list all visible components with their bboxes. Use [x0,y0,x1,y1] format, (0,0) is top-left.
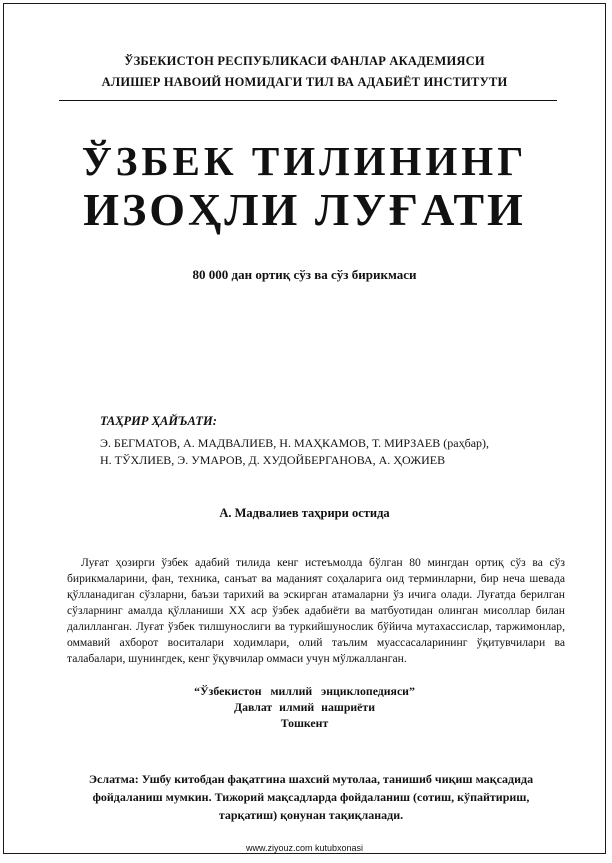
editor-line: А. Мадвалиев таҳрири остида [219,506,390,520]
header-divider [59,100,557,101]
institution-line-2: АЛИШЕР НАВОИЙ НОМИДАГИ ТИЛ ВА АДАБИЁТ ИНСТИТУТИ [101,75,508,89]
usage-note: Эслатма: Ушбу китобдан фақатгина шахсий мутолаа, танишиб чиқиш мақсадида фойдаланиш мумкин. Тижорий мақсадларда фойдаланиш (сотиш, кўпайтириш, тарқатиш) қонунан тақиқланади. [88,772,534,822]
editorial-board-line-1: Э. БЕГМАТОВ, А. МАДВАЛИЕВ, Н. МАҲКАМОВ, Т. МИРЗАЕВ (раҳбар), [100,436,490,450]
book-title-line-1: ЎЗБЕК ТИЛИНИНГ [81,138,528,184]
publisher-type: Давлат илмий нашриёти [233,700,376,714]
editorial-board-heading: ТАҲРИР ҲАЙЪАТИ: [100,414,217,428]
title-page [3,3,606,854]
publisher-name: “Ўзбекистон миллий энциклопедияси” [194,684,415,698]
publisher-city: Тошкент [280,716,329,730]
book-subtitle: 80 000 дан ортиқ сўз ва сўз бирикмаси [192,267,417,282]
institution-line-1: ЎЗБЕКИСТОН РЕСПУБЛИКАСИ ФАНЛАР АКАДЕМИЯСИ [124,54,485,68]
footer-source-link[interactable]: www.ziyouz.com kutubxonasi [245,843,364,853]
book-title-line-2: ИЗОҲЛИ ЛУҒАТИ [83,184,526,235]
book-description: Луғат ҳозирги ўзбек адабий тилида кенг истеъмолда бўлган 80 мингдан ортиқ сўз ва сўз бирикмаларини, фан, техника, санъат ва маданият соҳаларига оид терминларни, бир неча шевада қўлланадиган сўзларни, баъзи тарихий ва эскирган атамаларни ўз ичига олади. Луғатда берилган сўзларнинг амалда қўлланиши ХХ аср ўзбек адабиёти ва матбуотидан олинган мисоллар билан далилланган. Луғат ўзбек тилшунослиги ва туркийшунослик бўйича мутахассислар, таржимонлар, оммавий ахборот воситалари ходимлари, олий таълим муассасаларининг ўқитувчилари ва талабалари, шунингдек, кенг ўқувчилар оммаси учун мўлжалланган. [67,556,565,665]
editorial-board-line-2: Н. ТЎХЛИЕВ, Э. УМАРОВ, Д. ХУДОЙБЕРГАНОВА, А. ҲОЖИЕВ [100,453,446,467]
